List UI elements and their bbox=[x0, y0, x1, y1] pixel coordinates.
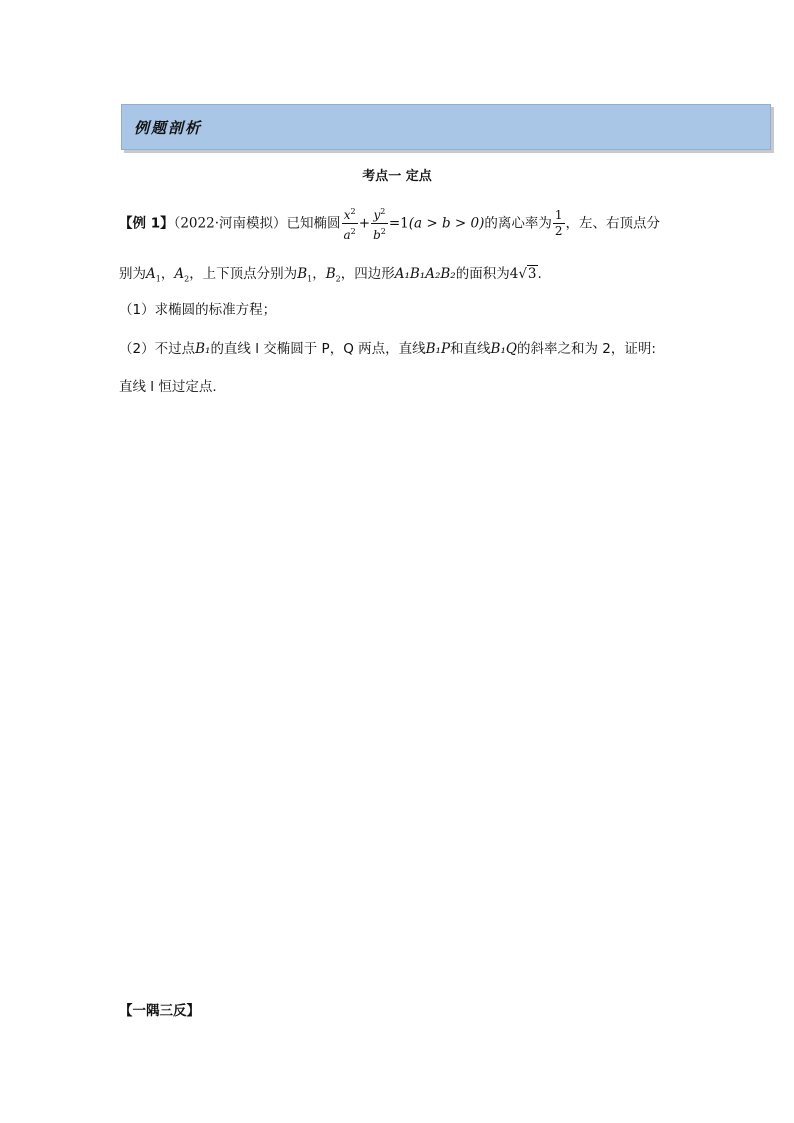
area-coefficient: 4 bbox=[509, 266, 519, 282]
area-sqrt: √3 bbox=[518, 266, 537, 282]
line-b1p: B₁P bbox=[425, 341, 451, 357]
q2-b: 的直线 l 交椭圆于 P，Q 两点，直线 bbox=[210, 341, 426, 357]
plus-sign: + bbox=[358, 215, 371, 232]
section-title: 考点一 定点 bbox=[362, 169, 432, 184]
line2-c: ，四边形 bbox=[340, 266, 395, 282]
quadrilateral: A₁B₁A₂B₂ bbox=[394, 266, 456, 282]
line2-d: 的面积为 bbox=[455, 266, 510, 282]
equals-one: =1 bbox=[388, 215, 409, 232]
banner-title: 例题剖析 bbox=[134, 119, 203, 137]
fraction-x-over-a: $\frac{x^2}{a^2}$ bbox=[342, 204, 358, 243]
separator: ， bbox=[312, 266, 326, 282]
footer-label: 【一隅三反】 bbox=[119, 1003, 200, 1019]
line2-a: 别为 bbox=[119, 266, 146, 282]
line1-end: ，左、右顶点分 bbox=[565, 215, 660, 232]
vertex-a2: $A_2$ bbox=[174, 266, 190, 284]
line-b1q: B₁Q bbox=[490, 341, 517, 357]
condition: (a > b > 0) bbox=[408, 215, 485, 232]
fraction-one-half: $\frac{1}{2}$ bbox=[554, 208, 563, 238]
period: . bbox=[537, 266, 542, 282]
example-tag: 【例 1】 bbox=[119, 215, 174, 232]
vertex-a1: $A_1$ bbox=[146, 266, 161, 284]
q2-a: （2）不过点 bbox=[119, 341, 196, 357]
example-line-1 bbox=[119, 204, 660, 242]
example-line-2 bbox=[119, 262, 542, 286]
separator: ， bbox=[160, 266, 175, 282]
section-banner bbox=[121, 104, 771, 150]
line2-b: ，上下顶点分别为 bbox=[189, 266, 298, 282]
point-b1: B₁ bbox=[195, 341, 211, 357]
fraction-y-over-b: $\frac{y^2}{b^2}$ bbox=[371, 204, 388, 243]
eccentricity-text: 的离心率为 bbox=[484, 215, 552, 232]
q2-c: 和直线 bbox=[450, 341, 491, 357]
question-1: （1）求椭圆的标准方程； bbox=[119, 302, 277, 318]
vertex-b2: $B_2$ bbox=[325, 266, 341, 284]
vertex-b1: $B_1$ bbox=[297, 266, 313, 284]
example-intro: 已知椭圆 bbox=[286, 215, 341, 232]
q2-d: 的斜率之和为 2，证明: bbox=[516, 341, 656, 357]
example-source: （2022·河南模拟） bbox=[173, 215, 287, 232]
question-2-line-2: 直线 l 恒过定点. bbox=[119, 379, 217, 395]
question-2-line-1 bbox=[119, 337, 656, 357]
